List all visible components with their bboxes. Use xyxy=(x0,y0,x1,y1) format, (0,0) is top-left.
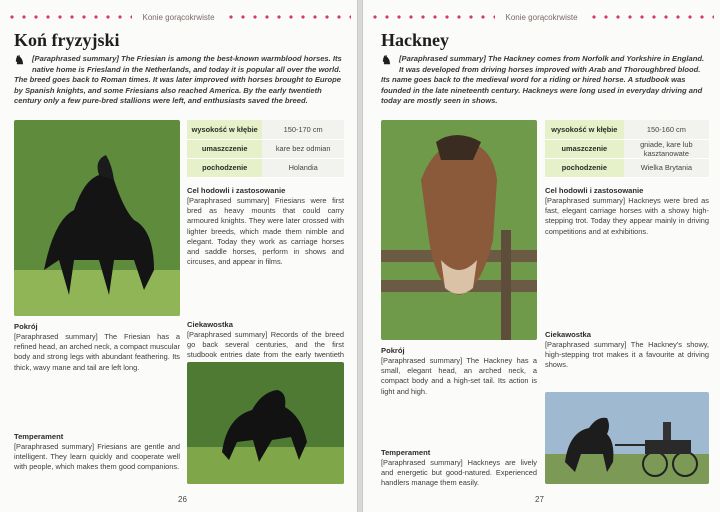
right-photo-main xyxy=(381,120,537,340)
right-table-key: wysokość w kłębie xyxy=(545,120,624,139)
right-use-text: [Paraphrased summary] Hackneys were bred as fast, elegant carriage horses with a showy high-stepping trot. Today they appear mainly in driving competitions and at exhibitions. xyxy=(545,196,709,236)
right-appearance-text: [Paraphrased summary] The Hackney has a small, elegant head, an arched neck, a compact body and a high-set tail. Its action is light and high. xyxy=(381,356,537,396)
left-page-number: 26 xyxy=(178,495,187,504)
right-table-value: gniade, kare lub kasztanowate xyxy=(624,139,709,158)
left-dots-a xyxy=(6,15,132,19)
right-running-head xyxy=(363,10,720,24)
table-row xyxy=(545,120,709,139)
left-table-value: Holandia xyxy=(262,158,344,177)
left-use-heading: Cel hodowli i zastosowanie xyxy=(187,186,286,195)
right-trivia-heading: Ciekawostka xyxy=(545,330,592,339)
right-photo-carriage xyxy=(545,392,709,484)
left-title: Koń fryzyjski xyxy=(14,30,120,50)
right-table-key: umaszczenie xyxy=(545,139,624,158)
table-row xyxy=(187,139,344,158)
left-intro xyxy=(14,54,346,107)
left-temper-heading: Temperament xyxy=(14,432,64,441)
right-dots-a xyxy=(369,15,495,19)
horse-silhouette-icon: ♞ xyxy=(381,53,392,67)
left-temper-text: [Paraphrased summary] Friesians are gentle and intelligent. They learn quickly and cooperate well with people, which makes them good companions. xyxy=(14,442,180,472)
left-photo-small xyxy=(187,362,344,484)
left-table-key: umaszczenie xyxy=(187,139,262,158)
right-appearance-heading: Pokrój xyxy=(381,346,405,355)
table-row xyxy=(187,158,344,177)
left-table-key: pochodzenie xyxy=(187,158,262,177)
left-running-head xyxy=(0,10,357,24)
table-row xyxy=(187,120,344,139)
left-use-text: [Paraphrased summary] Friesians were first bred as heavy mounts that could carry armoured knights. They were later crossed with lighter breeds, which made them nimble and elegant. Today they work as carriage horses and saddle horses, perform in shows and circuses, and appear in films. xyxy=(187,196,344,267)
right-table-value: Wielka Brytania xyxy=(624,158,709,177)
left-trivia-text: [Paraphrased summary] Records of the breed go back several centuries, and the first studbook entries date from the early twentieth xyxy=(187,330,344,360)
left-table-key: wysokość w kłębie xyxy=(187,120,262,139)
left-table-value: kare bez odmian xyxy=(262,139,344,158)
left-appearance-text: [Paraphrased summary] The Friesian has a refined head, an arched neck, a compact muscular body and strong legs with abundant feathering. Its thick, wavy mane and tail are left long. xyxy=(14,332,180,372)
right-intro xyxy=(381,54,709,107)
left-table-value: 150-170 cm xyxy=(262,120,344,139)
right-title: Hackney xyxy=(381,30,450,50)
left-running-label: Konie gorącokrwiste xyxy=(142,12,215,22)
right-intro-text: [Paraphrased summary] The Hackney comes from Norfolk and Yorkshire in England. It was developed from driving horses improved with Arab and Thoroughbred blood. Its name goes back to the medieval word for a riding or hired horse. A studbook was founded in the late nineteenth century. Hackneys were long used in everyday driving and today are mostly seen in shows. xyxy=(381,54,705,106)
left-dots-b xyxy=(225,15,351,19)
left-intro-text: [Paraphrased summary] The Friesian is among the best-known warmblood horses. Its native home is Friesland in the Netherlands, and today it is popular all over the world. The breed goes back to Roman times. It was later improved with horses brought to Europe by Spanish knights, and some Friesians also reached America. By the early twentieth century only a few pure-bred stallions were left, and enthusiasts saved the breed. xyxy=(14,54,342,106)
table-row xyxy=(545,139,709,158)
left-trivia-heading: Ciekawostka xyxy=(187,320,234,329)
right-table-value: 150-160 cm xyxy=(624,120,709,139)
left-page xyxy=(0,0,358,512)
horse-silhouette-icon: ♞ xyxy=(14,53,25,67)
right-page-number: 27 xyxy=(535,495,544,504)
right-table-key: pochodzenie xyxy=(545,158,624,177)
table-row xyxy=(545,158,709,177)
left-appearance-heading: Pokrój xyxy=(14,322,38,331)
right-page xyxy=(362,0,720,512)
right-running-label: Konie gorącokrwiste xyxy=(505,12,578,22)
right-temper-text: [Paraphrased summary] Hackneys are lively and energetic but good-natured. Experienced handlers manage them easily. xyxy=(381,458,537,488)
right-temper-heading: Temperament xyxy=(381,448,431,457)
right-dots-b xyxy=(588,15,714,19)
right-use-heading: Cel hodowli i zastosowanie xyxy=(545,186,644,195)
right-info-table xyxy=(545,120,709,178)
left-info-table xyxy=(187,120,344,178)
right-trivia-text: [Paraphrased summary] The Hackney's showy, high-stepping trot makes it a favourite at driving shows. xyxy=(545,340,709,370)
left-photo-main xyxy=(14,120,180,316)
